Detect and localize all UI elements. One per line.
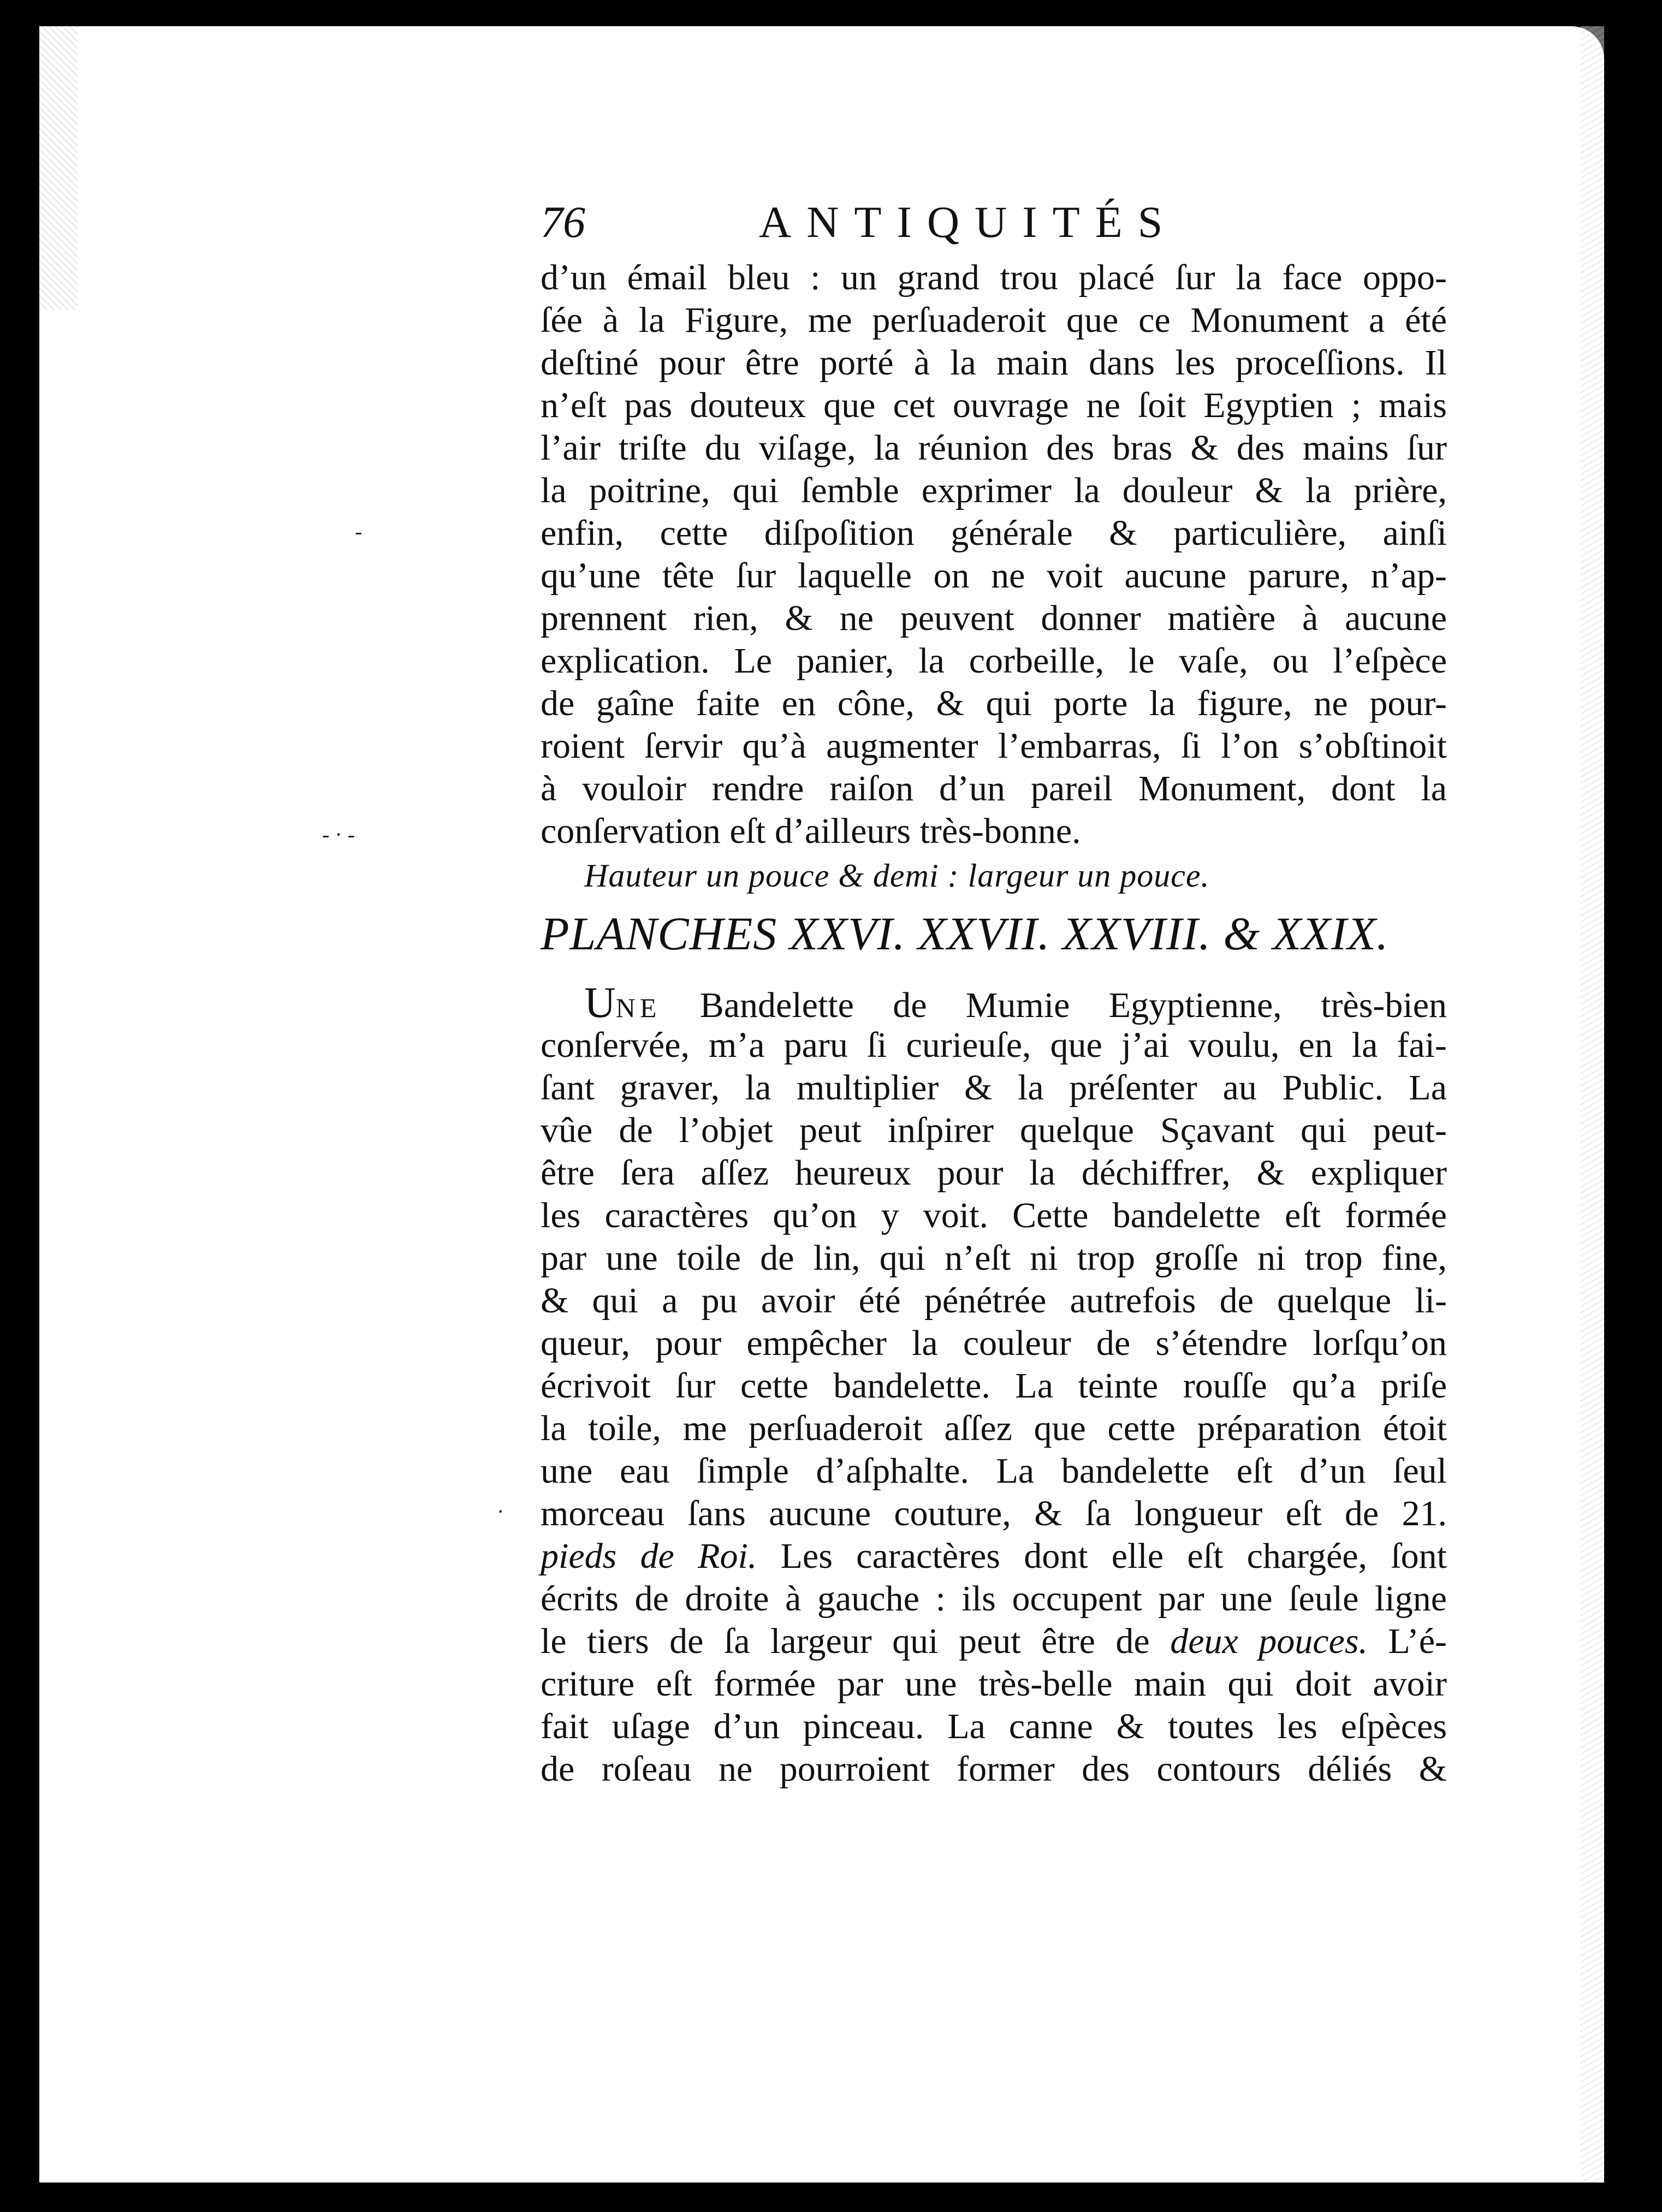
text-line: écrivoit ſur cette bandelette. La teinte rouſſe qu’a priſe [541, 1366, 1447, 1406]
text-line: n’eſt pas douteux que cet ouvrage ne ſoit Egyptien ; mais [541, 385, 1447, 425]
text-line: fait uſage d’un pinceau. La canne & toutes les eſpèces [541, 1706, 1447, 1746]
paragraph-opening-line [541, 979, 1447, 1027]
running-title: ANTIQUITÉS [759, 197, 1178, 247]
text-line: criture eſt formée par une très-belle main qui doit avoir [541, 1664, 1447, 1704]
text-line-mixed [541, 1535, 1447, 1578]
margin-mark: · [497, 1499, 504, 1524]
text-line: l’air triſte du viſage, la réunion des bras & des mains ſur [541, 428, 1447, 468]
text-line: la poitrine, qui ſemble exprimer la douleur & la prière, [541, 471, 1447, 510]
opening-line-text: Bandelette de Mumie Egyptienne, très-bien [661, 985, 1447, 1025]
text-line: enfin, cette diſpoſition générale & particulière, ainſi [541, 513, 1447, 553]
italic-phrase: pieds de Roi. [541, 1536, 757, 1576]
text-line: vûe de l’objet peut inſpirer quelque Sçavant qui peut- [541, 1110, 1447, 1150]
margin-mark: - [355, 519, 363, 544]
text-line: d’un émail bleu : un grand trou placé ſur la face oppo- [541, 258, 1447, 298]
text-line: morceau ſans aucune couture, & ſa longueur eſt de 21. [541, 1494, 1447, 1533]
text-line: explication. Le panier, la corbeille, le vaſe, ou l’eſpèce [541, 641, 1447, 681]
scan-edge-noise-right [1580, 26, 1604, 2183]
text-line: par une toile de lin, qui n’eſt ni trop groſſe ni trop fine, [541, 1238, 1447, 1278]
text-line: la toile, me perſuaderoit aſſez que cette préparation étoit [541, 1408, 1447, 1448]
text-line: écrits de droite à gauche : ils occupent par une ſeule ligne [541, 1579, 1447, 1619]
main-text [541, 257, 1447, 1791]
section-heading: PLANCHES XXVI. XXVII. XXVIII. & XXIX. [541, 907, 1389, 960]
text-line: ſant graver, la multiplier & la préſenter au Public. La [541, 1068, 1447, 1108]
text-line: les caractères qu’on y voit. Cette bandelette eſt formée [541, 1196, 1447, 1235]
text-line-mixed [541, 1620, 1447, 1663]
scan-edge-noise-left [39, 26, 78, 310]
text-span: L’é- [1368, 1621, 1447, 1661]
text-span: Les caractères dont elle eſt chargée, ſont [757, 1536, 1447, 1576]
dimensions-caption: Hauteur un pouce & demi : largeur un pouce. [584, 858, 1210, 894]
text-line: prennent rien, & ne peuvent donner matière à aucune [541, 598, 1447, 638]
text-line: roient ſervir qu’à augmenter l’embarras, ſi l’on s’obſtinoit [541, 726, 1447, 766]
italic-phrase: deux pouces. [1170, 1621, 1368, 1661]
running-head [541, 197, 1414, 257]
text-span: le tiers de ſa largeur qui peut être de [541, 1621, 1150, 1661]
text-line: une eau ſimple d’aſphalte. La bandelette eſt d’un ſeul [541, 1451, 1447, 1491]
text-line: queur, pour empêcher la couleur de s’étendre lorſqu’on [541, 1323, 1447, 1363]
text-line: conſervée, m’a paru ſi curieuſe, que j’ai voulu, en la fai- [541, 1025, 1447, 1065]
text-line: de roſeau ne pourroient former des contours déliés & [541, 1749, 1447, 1789]
text-line: & qui a pu avoir été pénétrée autrefois de quelque li- [541, 1281, 1447, 1321]
margin-mark: - · - [322, 822, 355, 847]
page-number: 76 [541, 197, 585, 247]
smallcaps-word: NE [615, 992, 661, 1023]
text-line: ſée à la Figure, me perſuaderoit que ce Monument a été [541, 300, 1447, 340]
text-line: deſtiné pour être porté à la main dans les proceſſions. Il [541, 343, 1447, 383]
text-line: de gaîne faite en cône, & qui porte la figure, ne pour- [541, 683, 1447, 723]
initial-letter: U [584, 979, 616, 1027]
text-line: être ſera aſſez heureux pour la déchiffrer, & expliquer [541, 1153, 1447, 1193]
text-line: à vouloir rendre raiſon d’un pareil Monument, dont la [541, 769, 1447, 808]
text-line: qu’une tête ſur laquelle on ne voit aucune parure, n’ap- [541, 556, 1447, 596]
text-line: conſervation eſt d’ailleurs très-bonne. [541, 811, 1081, 851]
